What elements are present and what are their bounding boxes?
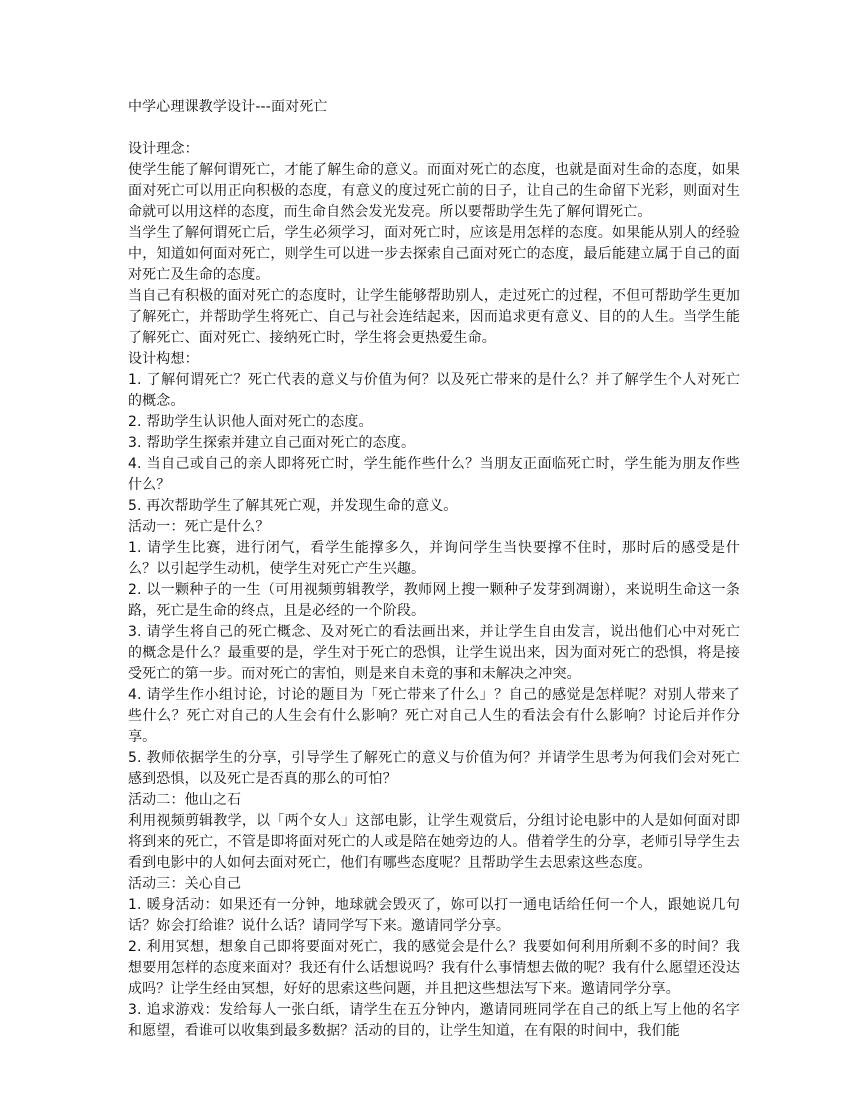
activity2-paragraph: 利用视频剪辑教学，以「两个女人」这部电影，让学生观赏后，分组讨论电影中的人是如何面对即将到来的死亡，不管是即将面对死亡的人或是陪在她旁边的人。借着学生的分享，老师引导学生去看到电影中的人如何去面对死亡，他们有哪些态度呢？且帮助学生去思索这些态度。 [128,813,740,871]
idea-item: 1. 了解何谓死亡？死亡代表的意义与价值为何？以及死亡带来的是什么？并了解学生个人对死亡的概念。 [128,372,740,409]
activity3-item: 3. 追求游戏：发给每人一张白纸，请学生在五分钟内，邀请同班同学在自己的纸上写上他的名字和愿望，看谁可以收集到最多数据？活动的目的，让学生知道，在有限的时间中，我们能 [128,1002,740,1039]
activity1-item: 1. 请学生比赛，进行闭气，看学生能撑多久，并询问学生当快要撑不住时，那时后的感受是什么？以引起学生动机，使学生对死亡产生兴趣。 [128,540,740,577]
activity1-item: 3. 请学生将自己的死亡概念、及对死亡的看法画出来，并让学生自由发言，说出他们心中对死亡的概念是什么？最重要的是，学生对于死亡的恐惧，让学生说出来，因为面对死亡的恐惧，将是接受死亡的第一步。而对死亡的害怕，则是来自未竟的事和未解决之冲突。 [128,624,740,682]
design-idea-heading: 设计构想： [128,351,199,367]
activity1-item: 4. 请学生作小组讨论，讨论的题目为「死亡带来了什么」？自己的感觉是怎样呢？对别人带来了些什么？死亡对自己的人生会有什么影响？死亡对自己人生的看法会有什么影响？讨论后并作分享。 [128,687,740,745]
activity3-item: 2. 利用冥想，想象自己即将要面对死亡，我的感觉会是什么？我要如何利用所剩不多的时间？我想要用怎样的态度来面对？我还有什么话想说吗？我有什么事情想去做的呢？我有什么愿望还没达成吗？让学生经由冥想，好好的思索这些问题，并且把这些想法写下来。邀请同学分享。 [128,939,740,997]
document-body [128,97,740,1042]
idea-item: 2. 帮助学生认识他人面对死亡的态度。 [128,414,373,430]
activity3-item: 1. 暖身活动：如果还有一分钟，地球就会毁灭了，妳可以打一通电话给任何一个人，跟她说几句话？妳会打给谁？说什么话？请同学写下来。邀请同学分享。 [128,897,740,934]
document-title: 中学心理课教学设计---面对死亡 [128,99,328,115]
idea-item: 5. 再次帮助学生了解其死亡观，并发现生命的意义。 [128,498,458,514]
activity2-heading: 活动二：他山之石 [128,792,242,808]
idea-item: 4. 当自己或自己的亲人即将死亡时，学生能作些什么？当朋友正面临死亡时，学生能为朋友作些什么？ [128,456,740,493]
concept-paragraph: 使学生能了解何谓死亡，才能了解生命的意义。而面对死亡的态度，也就是面对生命的态度，如果面对死亡可以用正向积极的态度，有意义的度过死亡前的日子，让自己的生命留下光彩，则面对生命就可以用这样的态度，而生命自然会发光发亮。所以要帮助学生先了解何谓死亡。 [128,162,740,220]
design-concept-heading: 设计理念： [128,141,199,157]
idea-item: 3. 帮助学生探索并建立自己面对死亡的态度。 [128,435,416,451]
activity3-heading: 活动三：关心自己 [128,876,242,892]
activity1-heading: 活动一：死亡是什么？ [128,519,270,535]
concept-paragraph: 当学生了解何谓死亡后，学生必须学习，面对死亡时，应该是用怎样的态度。如果能从别人的经验中，知道如何面对死亡，则学生可以进一步去探索自己面对死亡的态度，最后能建立属于自己的面对死亡及生命的态度。 [128,225,740,283]
activity1-item: 2. 以一颗种子的一生（可用视频剪辑教学，教师网上搜一颗种子发芽到凋谢），来说明生命这一条路，死亡是生命的终点，且是必经的一个阶段。 [128,582,740,619]
concept-paragraph: 当自己有积极的面对死亡的态度时，让学生能够帮助别人，走过死亡的过程，不但可帮助学生更加了解死亡，并帮助学生将死亡、自己与社会连结起来，因而追求更有意义、目的的人生。当学生能了解死亡、面对死亡、接纳死亡时，学生将会更热爱生命。 [128,288,740,346]
activity1-item: 5. 教师依据学生的分享，引导学生了解死亡的意义与价值为何？并请学生思考为何我们会对死亡感到恐惧，以及死亡是否真的那么的可怕？ [128,750,740,787]
